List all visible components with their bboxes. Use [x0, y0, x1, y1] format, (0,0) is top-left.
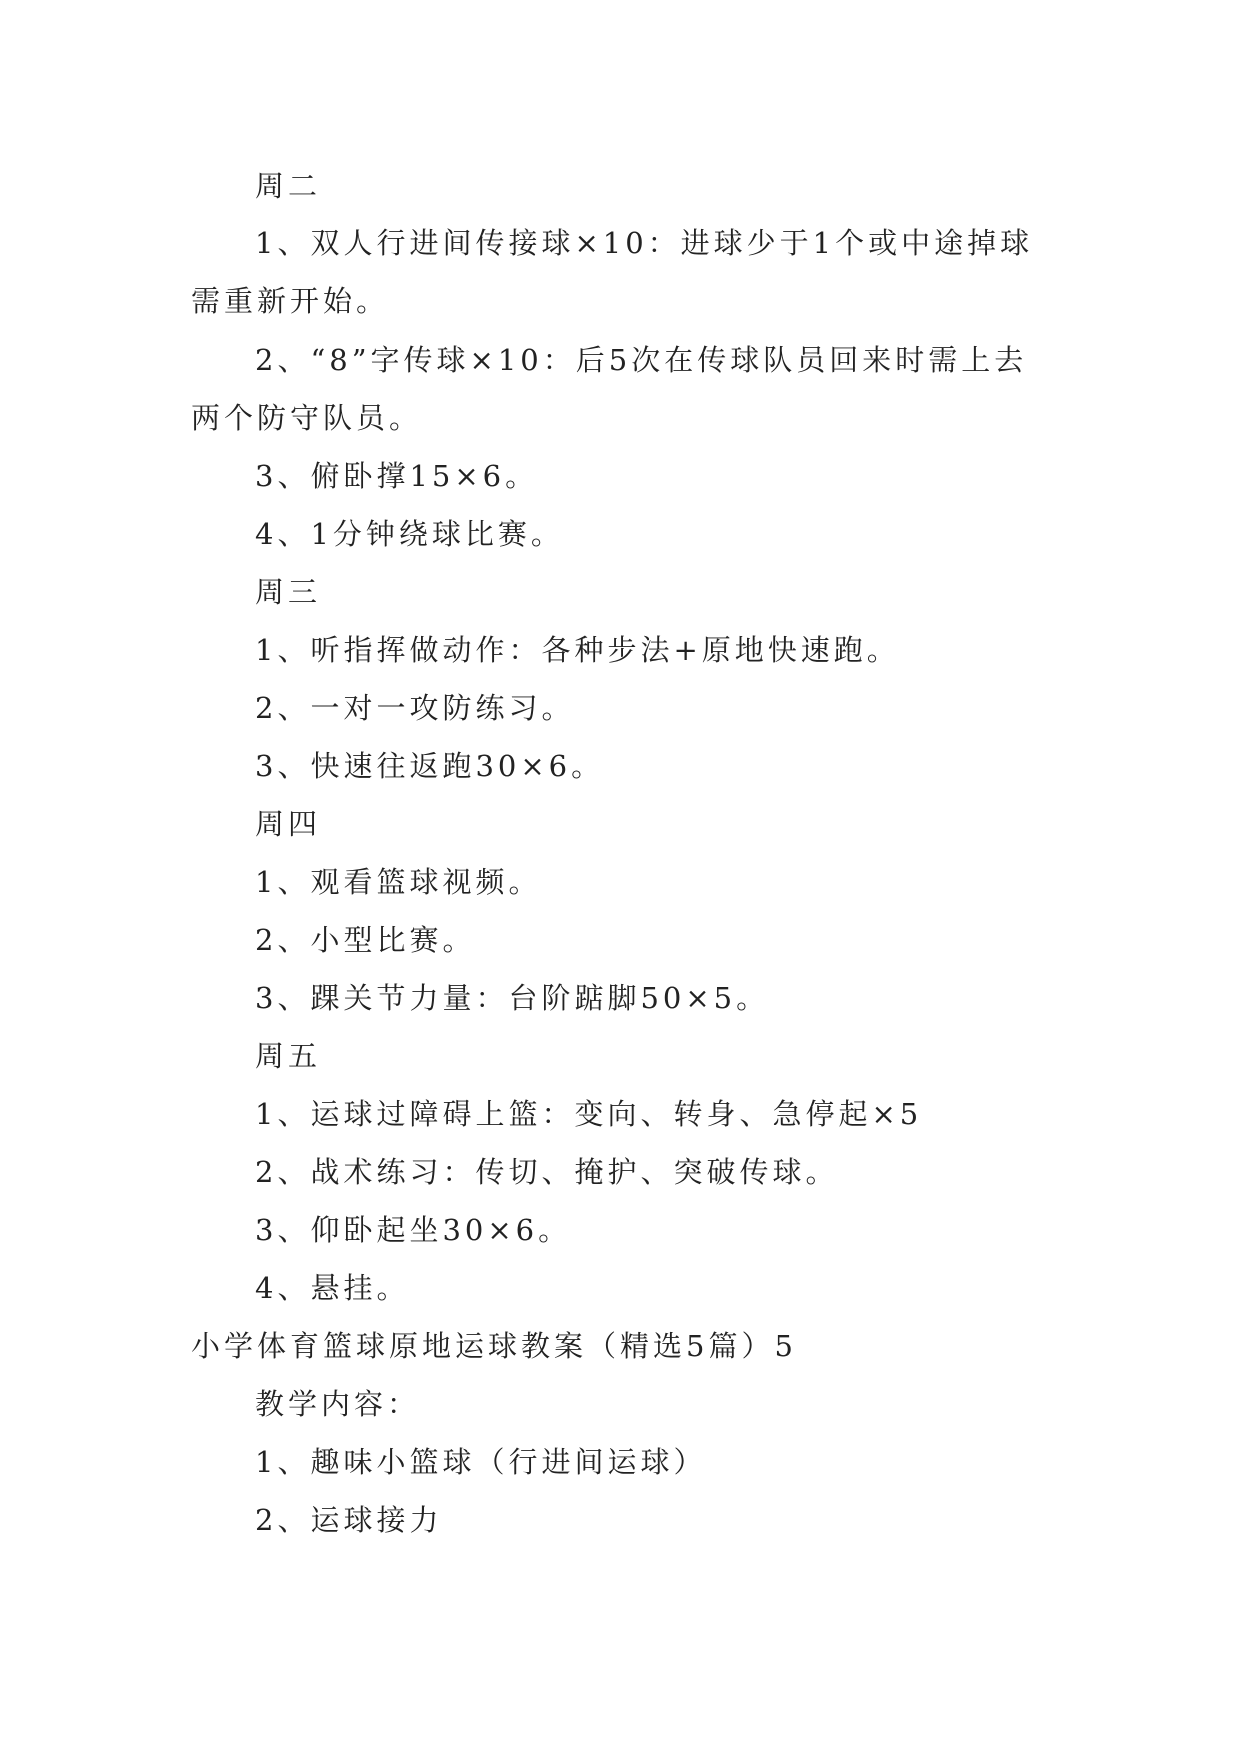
heading-thursday: 周四 [255, 807, 322, 841]
text-line: 4、悬挂。 [255, 1271, 410, 1305]
text-line: 4、1分钟绕球比赛。 [255, 517, 564, 551]
text-line: 1、双人行进间传接球×10：进球少于1个或中途掉球 [255, 226, 1034, 260]
heading-tuesday: 周二 [255, 169, 322, 203]
text-line: 2、“8”字传球×10：后5次在传球队员回来时需上去 [255, 343, 1028, 377]
text-line: 1、观看篮球视频。 [255, 865, 542, 899]
text-line: 1、运球过障碍上篮：变向、转身、急停起×5 [255, 1097, 923, 1131]
text-line: 教学内容： [255, 1387, 421, 1421]
section-title: 小学体育篮球原地运球教案（精选5篇）5 [191, 1329, 797, 1363]
text-line: 2、运球接力 [255, 1503, 443, 1537]
text-line: 2、一对一攻防练习。 [255, 691, 575, 725]
text-line: 1、听指挥做动作：各种步法+原地快速跑。 [255, 633, 900, 667]
text-line: 2、战术练习：传切、掩护、突破传球。 [255, 1155, 839, 1189]
text-line: 3、仰卧起坐30×6。 [255, 1213, 572, 1247]
text-line: 3、俯卧撑15×6。 [255, 459, 539, 493]
text-line: 两个防守队员。 [191, 401, 423, 435]
heading-friday: 周五 [255, 1039, 322, 1073]
text-line: 1、趣味小篮球（行进间运球） [255, 1445, 707, 1479]
text-line: 2、小型比赛。 [255, 923, 476, 957]
text-line: 3、快速往返跑30×6。 [255, 749, 605, 783]
text-line: 需重新开始。 [191, 284, 390, 318]
heading-wednesday: 周三 [255, 575, 322, 609]
text-line: 3、踝关节力量：台阶踮脚50×5。 [255, 981, 770, 1015]
